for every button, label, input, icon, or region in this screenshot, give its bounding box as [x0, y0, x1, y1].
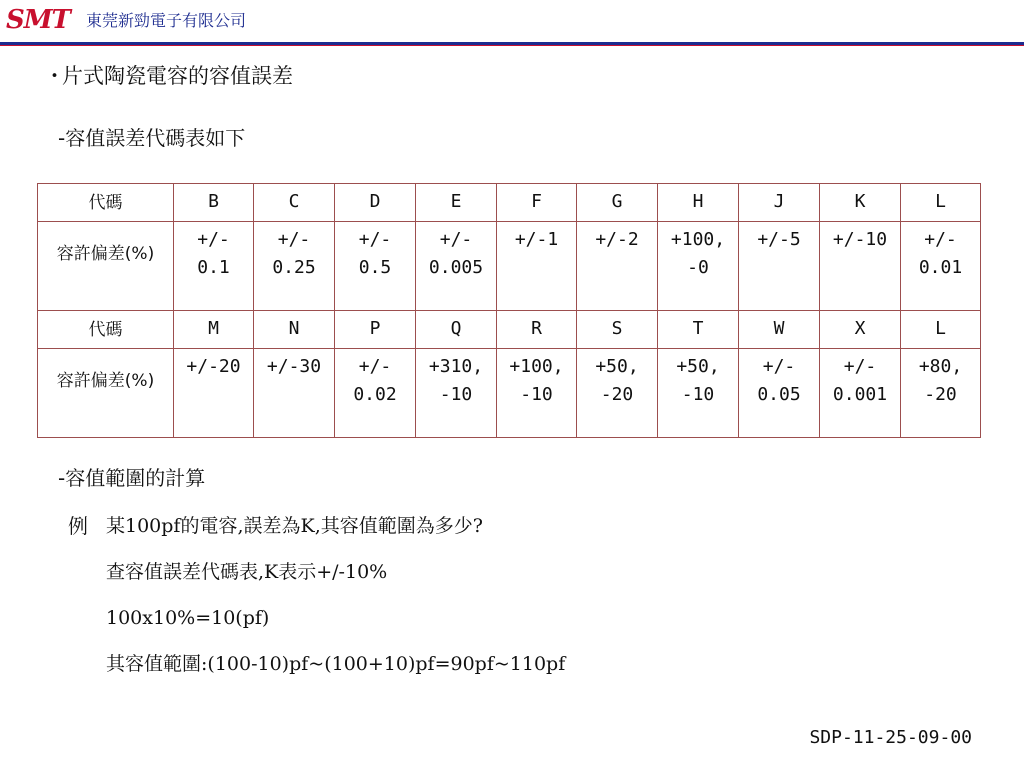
code-cell: F — [497, 184, 577, 222]
code-cell: L — [901, 311, 981, 349]
example-step-range: 其容值範圍:(100-10)pf~(100+10)pf=90pf~110pf — [106, 653, 566, 675]
table-heading: -容值誤差代碼表如下 — [58, 126, 246, 150]
code-cell: G — [577, 184, 658, 222]
tolerance-cell — [577, 349, 658, 438]
example-step-compute: 100x10%=10(pf) — [106, 607, 270, 629]
tolerance-cell — [901, 222, 981, 311]
tolerance-cell — [416, 349, 497, 438]
tolerance-cell — [335, 222, 416, 311]
tolerance-value-line: +310, — [428, 356, 484, 377]
tolerance-value-line: +100, — [509, 356, 564, 377]
tolerance-value-line: -20 — [924, 384, 957, 405]
code-cell: T — [658, 311, 739, 349]
code-cell: X — [820, 311, 901, 349]
tolerance-value-line: +/- — [762, 356, 796, 377]
code-row — [38, 184, 981, 222]
tolerance-cell — [739, 349, 820, 438]
smt-logo: SMT — [6, 5, 70, 35]
example-step-lookup: 查容值誤差代碼表,K表示+/-10% — [106, 561, 388, 583]
tolerance-value-line: +80, — [918, 356, 963, 377]
tolerance-cell — [901, 349, 981, 438]
calc-heading: -容值範圍的計算 — [58, 466, 206, 490]
tolerance-cell — [254, 349, 335, 438]
tolerance-cell — [820, 349, 901, 438]
code-cell: P — [335, 311, 416, 349]
tolerance-cell — [254, 222, 335, 311]
tolerance-row — [38, 349, 981, 438]
tolerance-value-line: +/-1 — [514, 229, 559, 250]
tolerance-value-line: +/-2 — [595, 229, 639, 250]
tolerance-value-line: 0.5 — [358, 257, 392, 278]
tolerance-value-line: +/-5 — [757, 229, 801, 250]
code-cell: M — [174, 311, 254, 349]
tolerance-value-line: +/- — [843, 356, 877, 377]
title-text: 片式陶瓷電容的容值誤差 — [62, 64, 293, 88]
tolerance-value-line: -10 — [520, 384, 553, 405]
tolerance-value-line: 0.1 — [197, 257, 230, 278]
code-cell: W — [739, 311, 820, 349]
tolerance-value-line: 0.001 — [832, 384, 888, 405]
code-cell: K — [820, 184, 901, 222]
tolerance-value-line: +/-20 — [186, 356, 241, 377]
tolerance-value-line: 0.05 — [757, 384, 801, 405]
tolerance-value-line: +/- — [277, 229, 311, 250]
tolerance-value-line: +50, — [595, 356, 639, 377]
code-cell: H — [658, 184, 739, 222]
title-bullet: ・ — [44, 64, 65, 88]
tolerance-value-line: +/- — [924, 229, 957, 250]
tolerance-cell — [739, 222, 820, 311]
tolerance-value-line: 0.005 — [428, 257, 484, 278]
code-cell: D — [335, 184, 416, 222]
tolerance-cell — [416, 222, 497, 311]
tolerance-cell — [174, 349, 254, 438]
tolerance-cell — [820, 222, 901, 311]
tolerance-value-line: +100, — [670, 229, 726, 250]
example-label: 例 — [68, 514, 88, 538]
tolerance-value-line: 0.25 — [272, 257, 316, 278]
tolerance-value-line: -20 — [600, 384, 634, 405]
code-cell: L — [901, 184, 981, 222]
tolerance-cell — [335, 349, 416, 438]
tolerance-value-line: 0.01 — [918, 257, 963, 278]
tolerance-cell — [658, 349, 739, 438]
tolerance-value-line: 0.02 — [353, 384, 397, 405]
code-cell: R — [497, 311, 577, 349]
tolerance-cell — [174, 222, 254, 311]
tolerance-value-line: +/- — [197, 229, 230, 250]
code-row-label: 代碼 — [38, 184, 174, 222]
slide-title — [44, 62, 293, 90]
code-cell: B — [174, 184, 254, 222]
tolerance-value-line: +/- — [439, 229, 473, 250]
code-cell: C — [254, 184, 335, 222]
slide-header — [0, 0, 1024, 44]
tolerance-value-line: +/-10 — [832, 229, 888, 250]
code-cell: Q — [416, 311, 497, 349]
tolerance-cell — [658, 222, 739, 311]
tolerance-value-line: -10 — [439, 384, 473, 405]
code-cell: S — [577, 311, 658, 349]
code-cell: N — [254, 311, 335, 349]
tolerance-value-line: -10 — [681, 384, 715, 405]
tolerance-cell — [577, 222, 658, 311]
tolerance-value-line: +/- — [358, 356, 392, 377]
tolerance-row-label: 容許偏差(%) — [38, 222, 174, 311]
header-divider-red — [0, 45, 1024, 46]
tolerance-value-line: +/- — [358, 229, 392, 250]
tolerance-value-line: -0 — [687, 257, 709, 278]
code-cell: E — [416, 184, 497, 222]
code-cell: J — [739, 184, 820, 222]
document-code: SDP-11-25-09-00 — [809, 727, 972, 748]
company-name: 東莞新勁電子有限公司 — [86, 11, 247, 30]
code-row-label: 代碼 — [38, 311, 174, 349]
tolerance-value-line: +50, — [676, 356, 720, 377]
tolerance-cell — [497, 349, 577, 438]
tolerance-code-table — [37, 183, 981, 438]
tolerance-cell — [497, 222, 577, 311]
tolerance-row — [38, 222, 981, 311]
code-row — [38, 311, 981, 349]
tolerance-row-label: 容許偏差(%) — [38, 349, 174, 438]
tolerance-value-line: +/-30 — [266, 356, 322, 377]
example-question: 某100pf的電容,誤差為K,其容值範圍為多少? — [106, 515, 483, 537]
